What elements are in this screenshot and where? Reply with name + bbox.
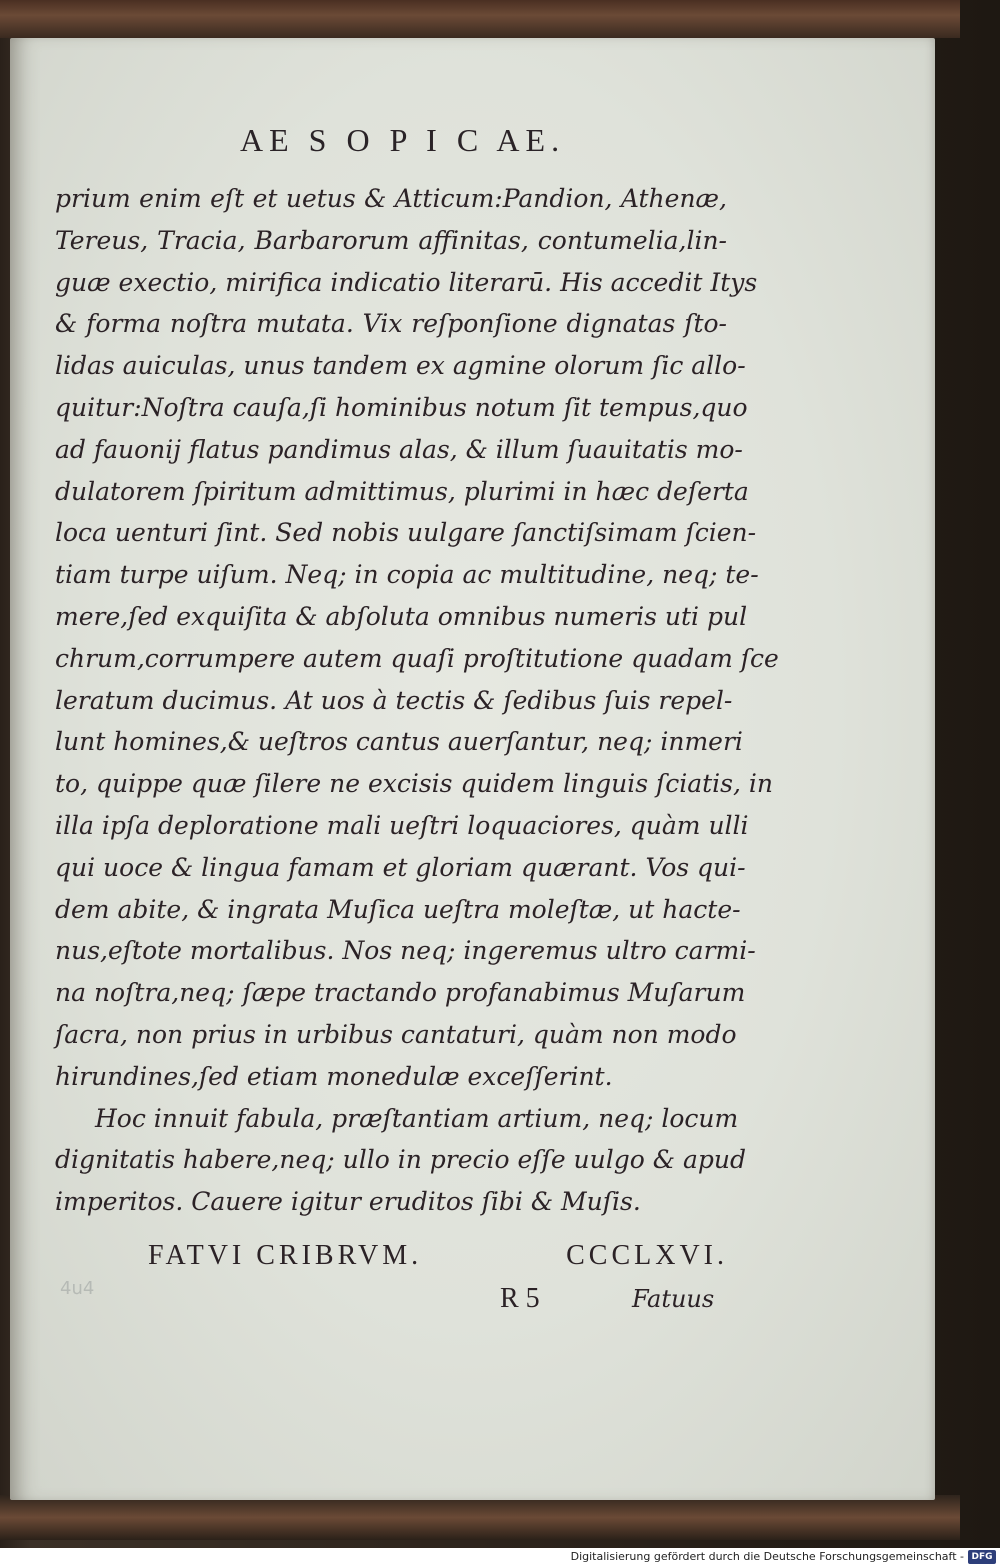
- text-line: Tereus, Tracia, Barbarorum affinitas, contumelia,lin-: [55, 225, 727, 255]
- text-line: guæ exectio, mirifica indicatio literarū. His accedit Itys: [55, 267, 758, 297]
- paragraph-2: [55, 1098, 746, 1223]
- text-line: ſacra, non prius in urbibus cantaturi, quàm non modo: [55, 1019, 737, 1049]
- pencil-mark: 4u4: [60, 1278, 95, 1299]
- text-line: leratum ducimus. At uos à tectis & ſedibus ſuis repel-: [55, 685, 733, 715]
- body-text: [55, 178, 779, 1223]
- text-line: & forma noſtra mutata. Vix reſponſione dignatas ſto-: [55, 309, 727, 339]
- text-line: loca uenturi ſint. Sed nobis uulgare ſanctiſsimam ſcien-: [55, 518, 757, 548]
- text-line: quitur:Noſtra cauſa,ſi hominibus notum ſit tempus,quo: [55, 392, 748, 422]
- text-line: lidas auiculas, unus tandem ex agmine olorum ſic allo-: [55, 351, 746, 381]
- text-line: tiam turpe uiſum. Neq; in copia ac multitudine, neq; te-: [55, 560, 759, 590]
- paragraph-1: [55, 178, 779, 1098]
- text-line: ad fauonij flatus pandimus alas, & illum ſuauitatis mo-: [55, 434, 743, 464]
- dfg-logo-icon: DFG: [968, 1550, 996, 1564]
- fable-number: CCCLXVI.: [566, 1240, 728, 1271]
- text-line: hirundines,ſed etiam monedulæ exceſſerint.: [55, 1061, 613, 1091]
- text-line: dignitatis habere,neq; ullo in precio eſſe uulgo & apud: [55, 1145, 746, 1175]
- running-head: AE S O P I C AE.: [240, 122, 566, 158]
- footer-credit: Digitalisierung gefördert durch die Deutsche Forschungsgemeinschaft -: [570, 1550, 964, 1563]
- fable-title: FATVI CRIBRVM.: [148, 1240, 423, 1271]
- signature-mark: R 5: [500, 1283, 540, 1314]
- footer-bar: [0, 1548, 1000, 1567]
- text-line: dulatorem ſpiritum admittimus, plurimi in hæc deſerta: [55, 476, 749, 506]
- text-line: qui uoce & lingua famam et gloriam quærant. Vos qui-: [55, 852, 746, 882]
- next-fable-heading: [148, 1240, 728, 1272]
- text-line: lunt homines,& ueſtros cantus auerſantur, neq; inmeri: [55, 727, 743, 757]
- text-line: nus,eſtote mortalibus. Nos neq; ingeremus ultro carmi-: [55, 936, 756, 966]
- text-line: dem abite, & ingrata Muſica ueſtra moleſtæ, ut hacte-: [55, 894, 741, 924]
- text-line: imperitos. Cauere igitur eruditos ſibi & Muſis.: [55, 1187, 641, 1217]
- catchword: Fatuus: [632, 1285, 715, 1313]
- text-line: mere,ſed exquiſita & abſoluta omnibus numeris uti pul: [55, 601, 748, 631]
- text-line: chrum,corrumpere autem quaſi proſtitutione quadam ſce: [55, 643, 779, 673]
- text-line: Hoc innuit fabula, præſtantiam artium, neq; locum: [95, 1103, 739, 1133]
- text-line: to, quippe quæ ſilere ne excisis quidem linguis ſciatis, in: [55, 769, 773, 799]
- book-edge-bottom: [0, 1495, 960, 1540]
- text-line: na noſtra,neq; ſæpe tractando profanabimus Muſarum: [55, 978, 746, 1008]
- book-edge-top: [0, 0, 960, 38]
- text-line: illa ipſa deploratione mali ueſtri loquaciores, quàm ulli: [55, 810, 749, 840]
- text-line: prium enim eſt et uetus & Atticum:Pandion, Athenæ,: [55, 184, 727, 213]
